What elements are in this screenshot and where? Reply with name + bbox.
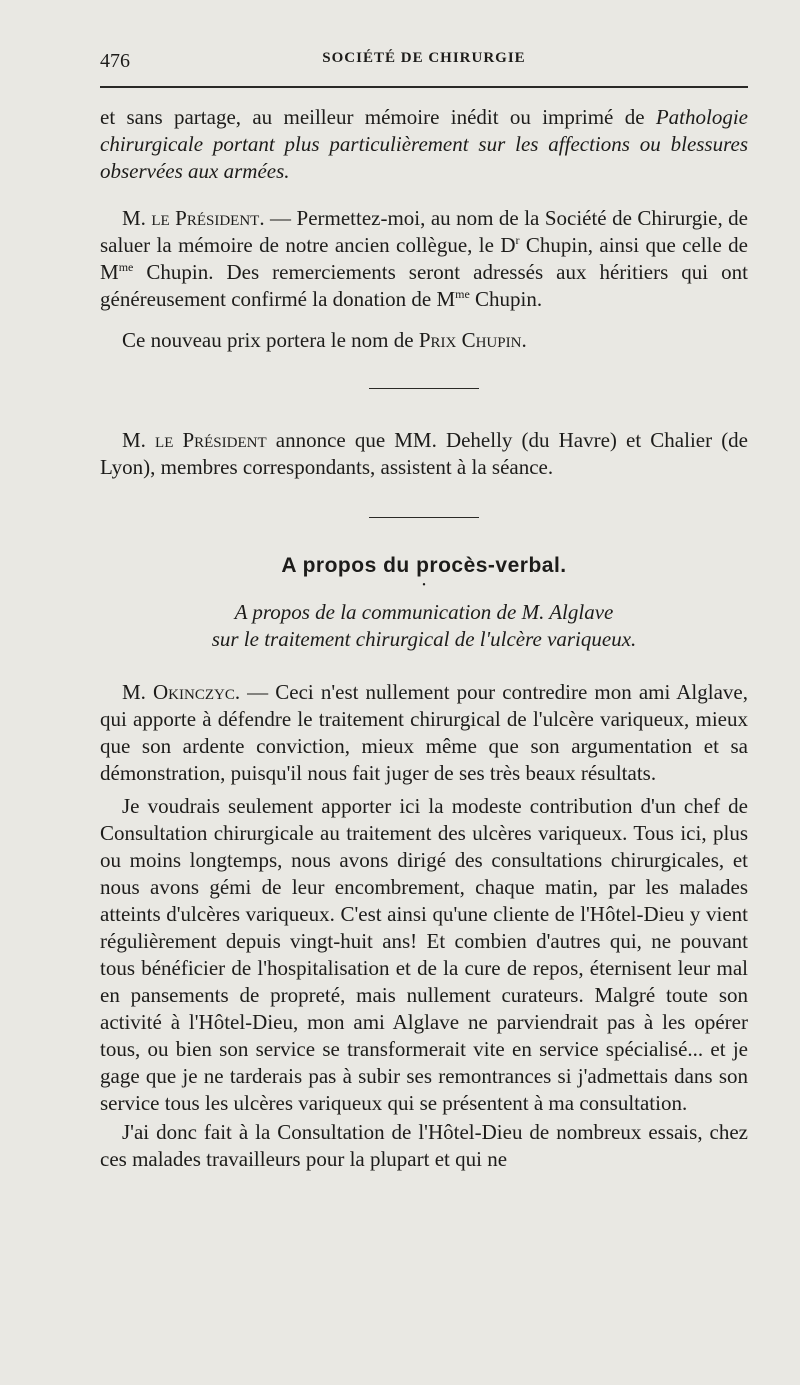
page-body (100, 104, 748, 1173)
paragraph-text: . (521, 328, 527, 352)
separator-rule (369, 517, 479, 518)
running-head: SOCIÉTÉ DE CHIRURGIE (322, 50, 526, 66)
paragraph-announcement (100, 427, 748, 481)
subtitle-line: sur le traitement chirurgical de l'ulcère variqueux. (211, 627, 637, 651)
paragraph-text: Chupin, ainsi que celle de M (100, 233, 749, 284)
paragraph-text: Chupin. Des remerciements seront adressés aux héritiers qui ont généreusement confirmé la donation de M (100, 260, 748, 311)
speaker-name: M. le Président. (122, 206, 265, 230)
paragraph-text: annonce que MM. Dehelly (du Havre) et Chalier (de Lyon), membres correspondants, assistent à la séance. (100, 428, 749, 479)
superscript: me (118, 260, 134, 274)
paragraph-president-speech (100, 205, 748, 313)
paragraph-contribution: Je voudrais seulement apporter ici la modeste contribution d'un chef de Consultation chirurgicale au traitement des ulcères variqueux. Tous ici, plus ou moins longtemps, nous avons dirigé des consultations chirurgicales, et nous avons gémi de leur encombrement, chaque matin, par les malades atteints d'ulcères variqueux. C'est ainsi qu'une cliente de l'Hôtel-Dieu y vient régulièrement depuis vingt-huit ans! Et combien d'autres qui, ne pouvant tous bénéficier de l'hospitalisation et de la cure de repos, éternisent leur mal en pansements de propreté, mais nullement curateurs. Malgré toute son activité à l'Hôtel-Dieu, mon ami Alglave ne parviendrait pas à les opérer tous, ou bien son service se transformerait vite en service spécialisé... et je gage que je ne tarderais pas à subir ses remontrances si j'admettais dans son service tous les ulcères variqueux qui se présentent à ma consultation. (100, 794, 748, 1115)
subtitle-line: A propos de la communication de M. Alglave (234, 600, 614, 624)
paragraph-text: — Ceci n'est nullement pour contredire mon ami Alglave, qui apporte à défendre le traitement chirurgical de l'ulcère variqueux, mieux que son ardente conviction, mieux même que son argumentation et sa démonstration, puisqu'il nous fait juger de ses très beaux résultats. (100, 680, 748, 785)
paragraph-text: et sans partage, au meilleur mémoire inédit ou imprimé de (100, 105, 656, 129)
paragraph-essais: J'ai donc fait à la Consultation de l'Hôtel-Dieu de nombreux essais, chez ces malades travailleurs pour la plupart et qui ne (100, 1120, 748, 1171)
paragraph-text: Chupin. (469, 287, 543, 311)
superscript: me (455, 287, 470, 301)
section-title: A propos du procès-verbal. (281, 554, 567, 577)
paragraph-prize-name (100, 327, 748, 354)
separator-rule (369, 388, 479, 389)
header-rule (100, 86, 748, 88)
prize-name: Prix Chupin (418, 328, 522, 352)
paragraph-prize-description (100, 104, 748, 185)
speaker-name: M. le Président (122, 428, 267, 452)
paragraph-italic-text: Pathologie chirurgicale portant plus particulièrement sur les affections ou blessures observées aux armées. (100, 105, 748, 183)
speaker-name: M. Okinczyc. (122, 680, 241, 704)
superscript: r (515, 233, 520, 247)
paragraph-okinczyc (100, 679, 748, 787)
page-number: 476 (100, 50, 130, 72)
paragraph-text: — Permettez-moi, au nom de la Société de Chirurgie, de saluer la mémoire de notre ancien collègue, le D (100, 206, 748, 257)
page-header (100, 42, 748, 72)
title-ornament: • (422, 580, 426, 591)
paragraph-text: Ce nouveau prix portera le nom de (122, 328, 419, 352)
